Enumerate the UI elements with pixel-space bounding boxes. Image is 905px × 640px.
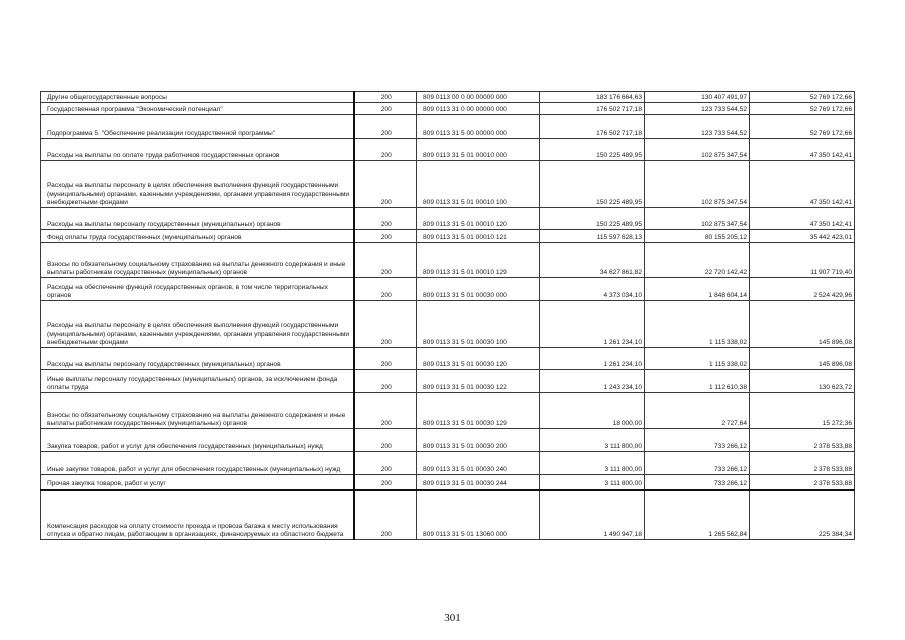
row-approved: 3 111 800,00 [540, 452, 645, 475]
row-executed: 22 720 142,42 [645, 243, 750, 278]
row-unexecuted: 2 378 533,88 [750, 452, 855, 475]
table-row [41, 370, 855, 393]
row-line-code: 200 [354, 301, 417, 348]
row-unexecuted: 225 384,34 [750, 490, 855, 540]
row-line-code: 200 [354, 348, 417, 370]
row-kbk: 809 0113 31 5 01 00030 100 [417, 301, 540, 348]
table-row [41, 92, 855, 103]
row-kbk: 809 0113 31 5 01 00030 120 [417, 348, 540, 370]
table-row [41, 429, 855, 452]
row-line-code: 200 [354, 475, 417, 490]
row-name: Государственная программа "Экономический потенциал" [41, 103, 354, 115]
row-approved: 4 373 034,10 [540, 278, 645, 301]
row-executed: 1 115 338,02 [645, 301, 750, 348]
page-number: 301 [444, 612, 461, 624]
row-executed: 80 155 205,12 [645, 230, 750, 243]
row-executed: 123 733 544,52 [645, 103, 750, 115]
row-name: Прочая закупка товаров, работ и услуг [41, 475, 354, 490]
row-kbk: 809 0113 31 5 01 00010 121 [417, 230, 540, 243]
row-name: Расходы на выплаты персоналу государственных (муниципальных) органов [41, 208, 354, 230]
row-line-code: 200 [354, 115, 417, 139]
row-approved: 115 597 628,13 [540, 230, 645, 243]
row-name: Подпрограмма 5. "Обеспечение реализации государственной программы" [41, 115, 354, 139]
row-approved: 150 225 489,95 [540, 161, 645, 208]
row-line-code: 200 [354, 278, 417, 301]
row-name: Расходы на обеспечение функций государственных органов, в том числе территориальных органов [41, 278, 354, 301]
row-name: Закупка товаров, работ и услуг для обеспечения государственных (муниципальных) нужд [41, 429, 354, 452]
row-line-code: 200 [354, 452, 417, 475]
row-executed: 733 266,12 [645, 452, 750, 475]
row-name: Фонд оплаты труда государственных (муниципальных) органов [41, 230, 354, 243]
row-kbk: 809 0113 31 5 00 00000 000 [417, 115, 540, 139]
row-unexecuted: 11 907 719,40 [750, 243, 855, 278]
row-name: Расходы на выплаты персоналу государственных (муниципальных) органов [41, 348, 354, 370]
row-unexecuted: 145 896,08 [750, 301, 855, 348]
row-kbk: 809 0113 31 5 01 00030 240 [417, 452, 540, 475]
row-line-code: 200 [354, 393, 417, 429]
table-row [41, 208, 855, 230]
row-executed: 733 266,12 [645, 475, 750, 490]
table-row [41, 452, 855, 475]
row-executed: 1 265 562,84 [645, 490, 750, 540]
table-row [41, 161, 855, 208]
row-kbk: 809 0113 31 0 00 00000 000 [417, 103, 540, 115]
table-row [41, 475, 855, 490]
row-unexecuted: 2 378 533,88 [750, 475, 855, 490]
row-name: Иные закупки товаров, работ и услуг для обеспечения государственных (муниципальных) нужд [41, 452, 354, 475]
table-row [41, 278, 855, 301]
table-row [41, 115, 855, 139]
table-row [41, 230, 855, 243]
row-unexecuted: 15 272,36 [750, 393, 855, 429]
row-unexecuted: 47 350 142,41 [750, 161, 855, 208]
row-name: Взносы по обязательному социальному страхованию на выплаты денежного содержания и иные выплаты работникам государственных (муниципальных) органов [41, 393, 354, 429]
row-kbk: 809 0113 31 5 01 00030 200 [417, 429, 540, 452]
row-line-code: 200 [354, 103, 417, 115]
row-unexecuted: 47 350 142,41 [750, 208, 855, 230]
row-executed: 1 115 338,02 [645, 348, 750, 370]
row-approved: 150 225 489,95 [540, 208, 645, 230]
row-kbk: 809 0113 31 5 01 00030 244 [417, 475, 540, 490]
row-executed: 1 112 610,38 [645, 370, 750, 393]
row-unexecuted: 145 896,08 [750, 348, 855, 370]
row-approved: 183 176 664,63 [540, 92, 645, 103]
row-kbk: 809 0113 31 5 01 00030 122 [417, 370, 540, 393]
row-name: Расходы на выплаты персоналу в целях обеспечения выполнения функций государственными (муниципальными) органами, казенными учреждениями, органами управления государственными внебюджетными фондами [41, 161, 354, 208]
row-executed: 102 875 347,54 [645, 208, 750, 230]
table-row [41, 243, 855, 278]
row-unexecuted: 52 769 172,66 [750, 103, 855, 115]
row-approved: 3 111 800,00 [540, 429, 645, 452]
row-kbk: 809 0113 00 0 00 00000 000 [417, 92, 540, 103]
row-approved: 1 490 947,18 [540, 490, 645, 540]
row-kbk: 809 0113 31 5 01 00010 100 [417, 161, 540, 208]
row-name: Расходы на выплаты персоналу в целях обеспечения выполнения функций государственными (муниципальными) органами, казенными учреждениями, органами управления государственными внебюджетными фондами [41, 301, 354, 348]
row-unexecuted: 52 769 172,66 [750, 92, 855, 103]
table-row [41, 393, 855, 429]
row-line-code: 200 [354, 139, 417, 161]
row-line-code: 200 [354, 429, 417, 452]
row-executed: 2 727,64 [645, 393, 750, 429]
budget-execution-table [40, 91, 855, 540]
row-unexecuted: 52 769 172,66 [750, 115, 855, 139]
table-row [41, 139, 855, 161]
row-name: Другие общегосударственные вопросы [41, 92, 354, 103]
table-row [41, 301, 855, 348]
row-kbk: 809 0113 31 5 01 00010 120 [417, 208, 540, 230]
row-name: Иные выплаты персоналу государственных (муниципальных) органов, за исключением фонда оплаты труда [41, 370, 354, 393]
row-approved: 176 502 717,18 [540, 103, 645, 115]
row-approved: 1 243 234,10 [540, 370, 645, 393]
row-executed: 733 266,12 [645, 429, 750, 452]
row-line-code: 200 [354, 370, 417, 393]
row-approved: 176 502 717,18 [540, 115, 645, 139]
row-kbk: 809 0113 31 5 01 00010 000 [417, 139, 540, 161]
row-executed: 102 875 347,54 [645, 161, 750, 208]
row-approved: 1 261 234,10 [540, 301, 645, 348]
row-approved: 150 225 489,95 [540, 139, 645, 161]
row-approved: 3 111 800,00 [540, 475, 645, 490]
row-approved: 18 000,00 [540, 393, 645, 429]
row-executed: 130 407 491,97 [645, 92, 750, 103]
row-kbk: 809 0113 31 5 01 00010 129 [417, 243, 540, 278]
row-unexecuted: 2 524 429,96 [750, 278, 855, 301]
row-approved: 34 627 861,82 [540, 243, 645, 278]
table-row [41, 103, 855, 115]
row-line-code: 200 [354, 92, 417, 103]
row-line-code: 200 [354, 161, 417, 208]
table-row [41, 490, 855, 540]
row-approved: 1 261 234,10 [540, 348, 645, 370]
table-row [41, 348, 855, 370]
row-unexecuted: 2 378 533,88 [750, 429, 855, 452]
row-unexecuted: 35 442 423,01 [750, 230, 855, 243]
row-line-code: 200 [354, 230, 417, 243]
row-name: Расходы на выплаты по оплате труда работников государственных органов [41, 139, 354, 161]
row-kbk: 809 0113 31 5 01 00030 000 [417, 278, 540, 301]
row-unexecuted: 47 350 142,41 [750, 139, 855, 161]
row-kbk: 809 0113 31 5 01 13060 000 [417, 490, 540, 540]
row-executed: 1 848 604,14 [645, 278, 750, 301]
row-line-code: 200 [354, 208, 417, 230]
row-line-code: 200 [354, 243, 417, 278]
row-executed: 123 733 544,52 [645, 115, 750, 139]
row-line-code: 200 [354, 490, 417, 540]
row-name: Компенсация расходов на оплату стоимости проезда и провоза багажа к месту использования отпуска и обратно лицам, работающим в организациях, финансируемых из областного бюджета [41, 490, 354, 540]
row-unexecuted: 130 623,72 [750, 370, 855, 393]
row-name: Взносы по обязательному социальному страхованию на выплаты денежного содержания и иные выплаты работникам государственных (муниципальных) органов [41, 243, 354, 278]
row-kbk: 809 0113 31 5 01 00030 129 [417, 393, 540, 429]
row-executed: 102 875 347,54 [645, 139, 750, 161]
